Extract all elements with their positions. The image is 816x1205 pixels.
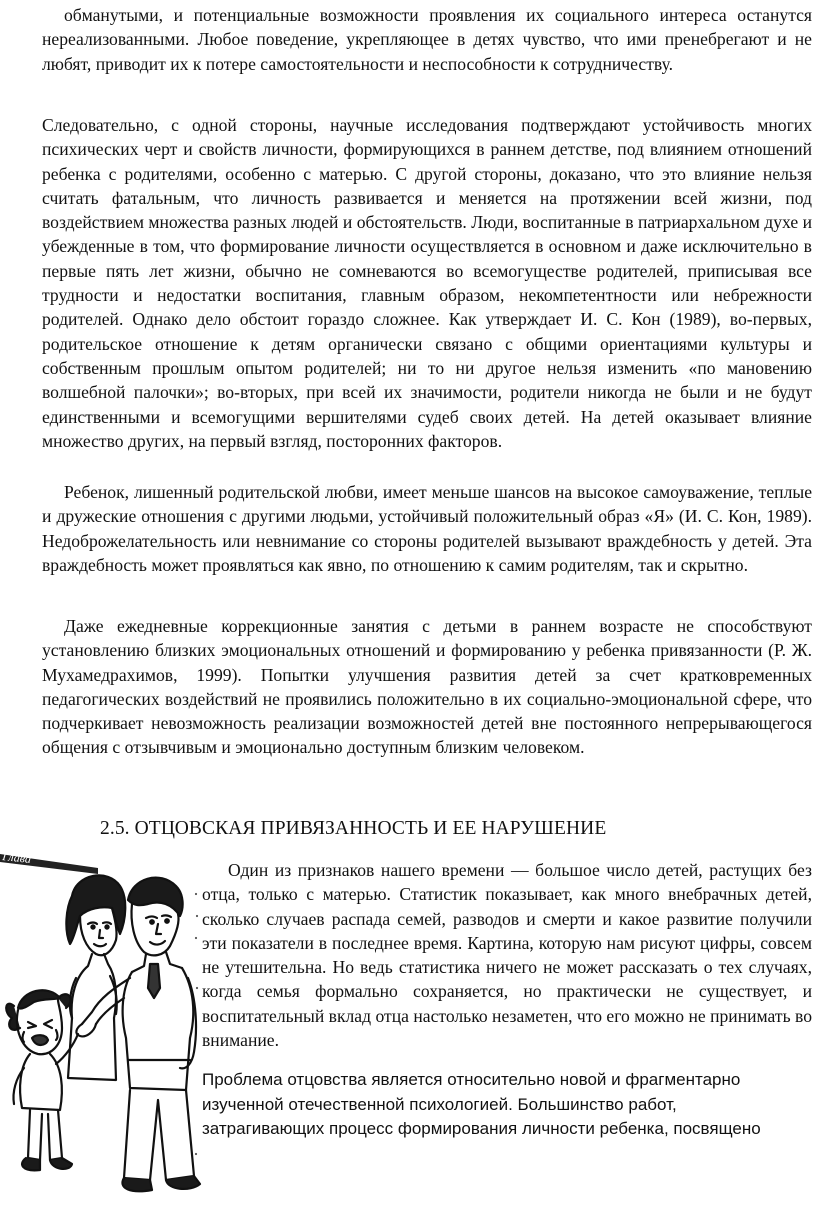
paragraph-2: Следовательно, с одной стороны, научные исследования подтверждают устойчивость многих психических черт и свойств личности, формирующихся в раннем детстве, под влиянием отношений ребенка с родителями, особенно с матерью. С другой стороны, доказано, что это влияние нельзя считать фатальным, что личность развивается и меняется на протяжении всей жизни, под воздействием множества разных людей и обстоятельств. Люди, воспитанные в патриархальном духе и убежденные в том, что формирование личности осуществляется в основном и даже исключительно в первые пять лет жизни, обычно не сомневаются во всемогуществе родителей, приписывая все трудности и недостатки воспитания, главным образом, некомпетентности или небрежности родителей. Однако дело обстоит гораздо сложнее. Как утверждает И. С. Кон (1989), во-первых, родительское отношение к детям органически связано с общими ориентациями культуры и собственным прошлым опытом родителей; ни то ни другое нельзя изменить «по мановению волшебной палочки»; во-вторых, при всей их значимости, родители никогда не были и не будут единственными и всемогущими вершителями судеб своих детей. На детей оказывает влияние множество других, на первый взгляд, посторонних факторов.	[42, 115, 812, 451]
family-illustration-icon	[0, 838, 205, 1205]
chapter-label-text: Глава	[1, 849, 32, 866]
paragraph-4: Даже ежедневные коррекционные занятия с детьми в раннем возрасте не способствуют установлению близких эмоциональных отношений и формированию у ребенка привязанности (Р. Ж. Мухамедрахимов, 1999). Попытки улучшения развития детей за счет кратковременных педагогических воздействий не проявились положительно в их социально-эмоциональной сфере, что подчеркивает невозможность реализации возможностей детей вне постоянного непрерывающегося общения с отзывчивым и эмоционально доступным близким человеком.	[42, 616, 812, 758]
paragraph-5: Один из признаков нашего времени — большое число детей, растущих без отца, только с матерью. Статистик показывает, как много внебрачных детей, сколько случаев распада семей, разводов и смерти и какое развитие получили эти показатели в последнее время. Картина, которую нам рисуют цифры, совсем не утешительна. Но ведь статистика ничего не может рассказать о тех случаях, когда семья формально сохраняется, но практически не существует, и воспитательный вклад отца настолько незаметен, что его можно не принимать во внимание.	[202, 860, 812, 1051]
paragraph-3: Ребенок, лишенный родительской любви, имеет меньше шансов на высокое самоуважение, теплые и дружеские отношения с другими людьми, устойчивый положительный образ «Я» (И. С. Кон, 1989). Недоброжелательность или невнимание со стороны родителей вызывают враждебность у детей. Эта враждебность может проявляться как явно, по отношению к самим родителям, так и скрытно.	[42, 482, 812, 575]
section-heading: 2.5. ОТЦОВСКАЯ ПРИВЯЗАННОСТЬ И ЕЕ НАРУШЕНИЕ	[100, 818, 607, 839]
chapter-label	[0, 849, 98, 874]
paragraph-1: обманутыми, и потенциальные возможности проявления их социального интереса останутся нереализованными. Любое поведение, укрепляющее в детях чувство, что ими пренебрегают и не любят, приводит их к потере самостоятельности и неспособности к сотрудничеству.	[42, 5, 812, 74]
paragraph-6: Проблема отцовства является относительно новой и фрагментарно изученной отечественной психологией. Большинство работ, затрагивающих процесс формирования личности ребенка, посвящено	[202, 1070, 761, 1138]
